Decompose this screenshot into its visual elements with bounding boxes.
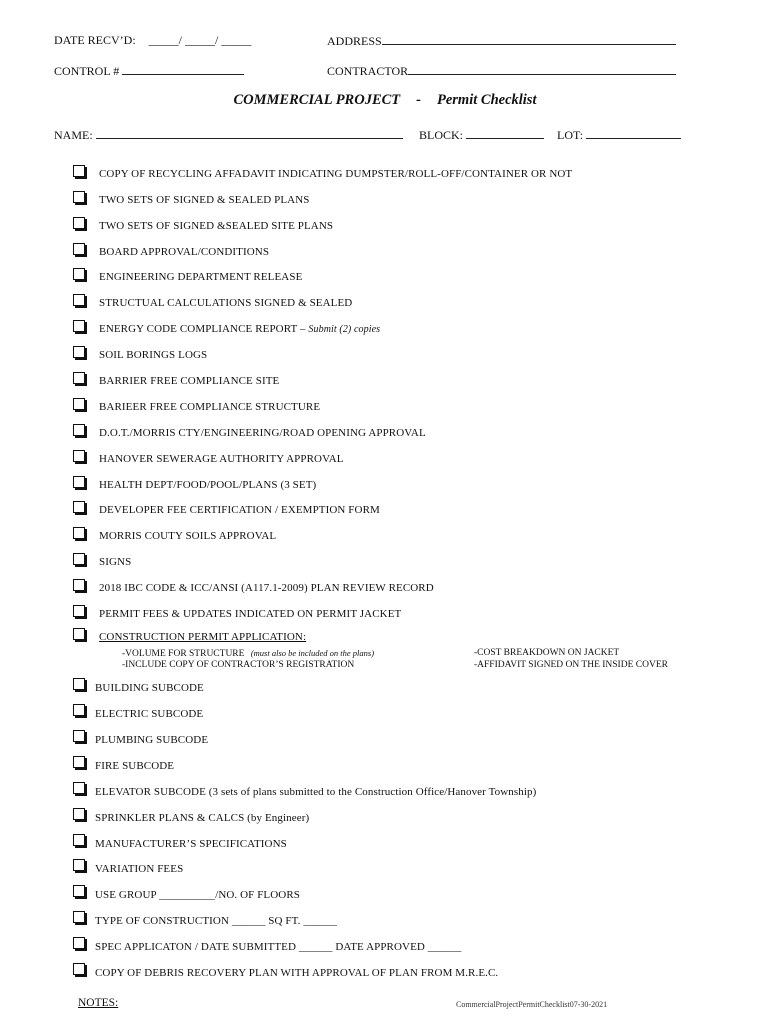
- construction-permit-heading: CONSTRUCTION PERMIT APPLICATION:: [99, 631, 307, 643]
- checklist-checkbox[interactable]: [73, 579, 85, 591]
- checklist-checkbox[interactable]: [73, 165, 85, 177]
- subcode-item: FIRE SUBCODE: [95, 760, 175, 772]
- checklist-checkbox[interactable]: [73, 268, 85, 280]
- checklist-item: 2018 IBC CODE & ICC/ANSI (A117.1-2009) PLAN REVIEW RECORD: [99, 582, 434, 594]
- block-row: [419, 127, 544, 143]
- subcode-item: PLUMBING SUBCODE: [95, 734, 209, 746]
- lot-row: [557, 127, 681, 143]
- title-left: COMMERCIAL PROJECT: [233, 92, 401, 108]
- address-row: [327, 33, 676, 49]
- block-field[interactable]: [466, 127, 544, 139]
- footer-filename: CommercialProjectPermitChecklist07-30-2021: [456, 1000, 608, 1009]
- checklist-item: SIGNS: [99, 556, 132, 568]
- address-field[interactable]: [382, 33, 676, 45]
- subcode-item: ELECTRIC SUBCODE: [95, 708, 204, 720]
- sub-volume-note: (must also be included on the plans): [250, 648, 375, 658]
- checklist-checkbox[interactable]: [73, 320, 85, 332]
- title-right: Permit Checklist: [437, 92, 537, 108]
- checklist-checkbox[interactable]: [73, 398, 85, 410]
- sub-affidavit: -AFFIDAVIT SIGNED ON THE INSIDE COVER: [474, 660, 668, 670]
- checklist-checkbox[interactable]: [73, 476, 85, 488]
- checklist-checkbox[interactable]: [73, 346, 85, 358]
- checklist-item: COPY OF RECYCLING AFFADAVIT INDICATING DUMPSTER/ROLL-OFF/CONTAINER OR NOT: [99, 168, 573, 180]
- checklist-item: STRUCTUAL CALCULATIONS SIGNED & SEALED: [99, 297, 353, 309]
- subcode-checkbox[interactable]: [73, 963, 85, 975]
- checklist-checkbox[interactable]: [73, 605, 85, 617]
- subcode-checkbox[interactable]: [73, 885, 85, 897]
- subcode-item: ELEVATOR SUBCODE (3 sets of plans submitted to the Construction Office/Hanover Township): [95, 786, 537, 798]
- checklist-item: D.O.T./MORRIS CTY/ENGINEERING/ROAD OPENING APPROVAL: [99, 427, 426, 439]
- subcode-checkbox[interactable]: [73, 911, 85, 923]
- subcode-checkbox[interactable]: [73, 937, 85, 949]
- title-dash: -: [416, 92, 421, 108]
- subcode-checkbox[interactable]: [73, 756, 85, 768]
- checklist-item: BARRIER FREE COMPLIANCE SITE: [99, 375, 280, 387]
- checklist-item: [99, 323, 380, 335]
- date-received-blanks: _____/ _____/ _____: [148, 33, 252, 47]
- checklist-checkbox[interactable]: [73, 553, 85, 565]
- lot-label: LOT:: [557, 128, 584, 142]
- sub-volume: [122, 648, 374, 659]
- date-received-label: DATE RECV’D:: [54, 33, 136, 47]
- checklist-checkbox[interactable]: [73, 191, 85, 203]
- checklist-item: SOIL BORINGS LOGS: [99, 349, 208, 361]
- subcode-item: MANUFACTURER’S SPECIFICATIONS: [95, 838, 287, 850]
- subcode-item: SPRINKLER PLANS & CALCS (by Engineer): [95, 812, 310, 824]
- checklist-item: TWO SETS OF SIGNED &SEALED SITE PLANS: [99, 220, 334, 232]
- notes-label: NOTES:: [78, 997, 119, 1009]
- subcode-checkbox[interactable]: [73, 834, 85, 846]
- contractor-field[interactable]: [408, 63, 676, 75]
- subcode-checkbox[interactable]: [73, 704, 85, 716]
- name-field[interactable]: [96, 127, 403, 139]
- checklist-checkbox[interactable]: [73, 450, 85, 462]
- control-row: [54, 63, 244, 79]
- subcode-checkbox[interactable]: [73, 782, 85, 794]
- subcode-item: TYPE OF CONSTRUCTION ______ SQ FT. ______: [95, 915, 337, 927]
- subcode-checkbox[interactable]: [73, 808, 85, 820]
- sub-cost-breakdown: -COST BREAKDOWN ON JACKET: [474, 648, 620, 658]
- energy-code-label: ENERGY CODE COMPLIANCE REPORT –: [99, 323, 309, 335]
- checklist-item: BOARD APPROVAL/CONDITIONS: [99, 246, 270, 258]
- checklist-checkbox[interactable]: [73, 527, 85, 539]
- checklist-item: ENGINEERING DEPARTMENT RELEASE: [99, 271, 303, 283]
- checklist-item: HEALTH DEPT/FOOD/POOL/PLANS (3 SET): [99, 479, 317, 491]
- control-label: CONTROL #: [54, 64, 120, 78]
- checklist-item: PERMIT FEES & UPDATES INDICATED ON PERMIT JACKET: [99, 608, 402, 620]
- date-received-row: [54, 33, 251, 48]
- subcode-item: COPY OF DEBRIS RECOVERY PLAN WITH APPROVAL OF PLAN FROM M.R.E.C.: [95, 967, 499, 979]
- subcode-checkbox[interactable]: [73, 678, 85, 690]
- checklist-item: MORRIS COUTY SOILS APPROVAL: [99, 530, 277, 542]
- contractor-row: [327, 63, 676, 79]
- control-field[interactable]: [122, 63, 244, 75]
- checklist-item: TWO SETS OF SIGNED & SEALED PLANS: [99, 194, 310, 206]
- checklist-checkbox[interactable]: [73, 217, 85, 229]
- subcode-checkbox[interactable]: [73, 859, 85, 871]
- subcode-item: USE GROUP __________/NO. OF FLOORS: [95, 889, 300, 901]
- subcode-item: VARIATION FEES: [95, 863, 184, 875]
- name-label: NAME:: [54, 128, 93, 142]
- checklist-checkbox[interactable]: [73, 424, 85, 436]
- checklist-checkbox[interactable]: [73, 294, 85, 306]
- checklist-checkbox[interactable]: [73, 372, 85, 384]
- subcode-checkbox[interactable]: [73, 730, 85, 742]
- sub-registration: -INCLUDE COPY OF CONTRACTOR’S REGISTRATION: [122, 660, 355, 670]
- subcode-item: BUILDING SUBCODE: [95, 682, 204, 694]
- checklist-item: HANOVER SEWERAGE AUTHORITY APPROVAL: [99, 453, 344, 465]
- checklist-checkbox[interactable]: [73, 243, 85, 255]
- name-row: [54, 127, 403, 143]
- energy-code-note: Submit (2) copies: [308, 324, 381, 335]
- subcode-item: SPEC APPLICATON / DATE SUBMITTED ______ DATE APPROVED ______: [95, 941, 462, 953]
- block-label: BLOCK:: [419, 128, 464, 142]
- checklist-checkbox[interactable]: [73, 501, 85, 513]
- checklist-item: DEVELOPER FEE CERTIFICATION / EXEMPTION FORM: [99, 504, 380, 516]
- lot-field[interactable]: [586, 127, 681, 139]
- checklist-checkbox[interactable]: [73, 628, 85, 640]
- address-label: ADDRESS: [327, 34, 382, 48]
- contractor-label: CONTRACTOR: [327, 64, 409, 78]
- sub-volume-label: -VOLUME FOR STRUCTURE: [122, 649, 245, 659]
- page-title: [0, 92, 770, 109]
- checklist-item: BARIEER FREE COMPLIANCE STRUCTURE: [99, 401, 321, 413]
